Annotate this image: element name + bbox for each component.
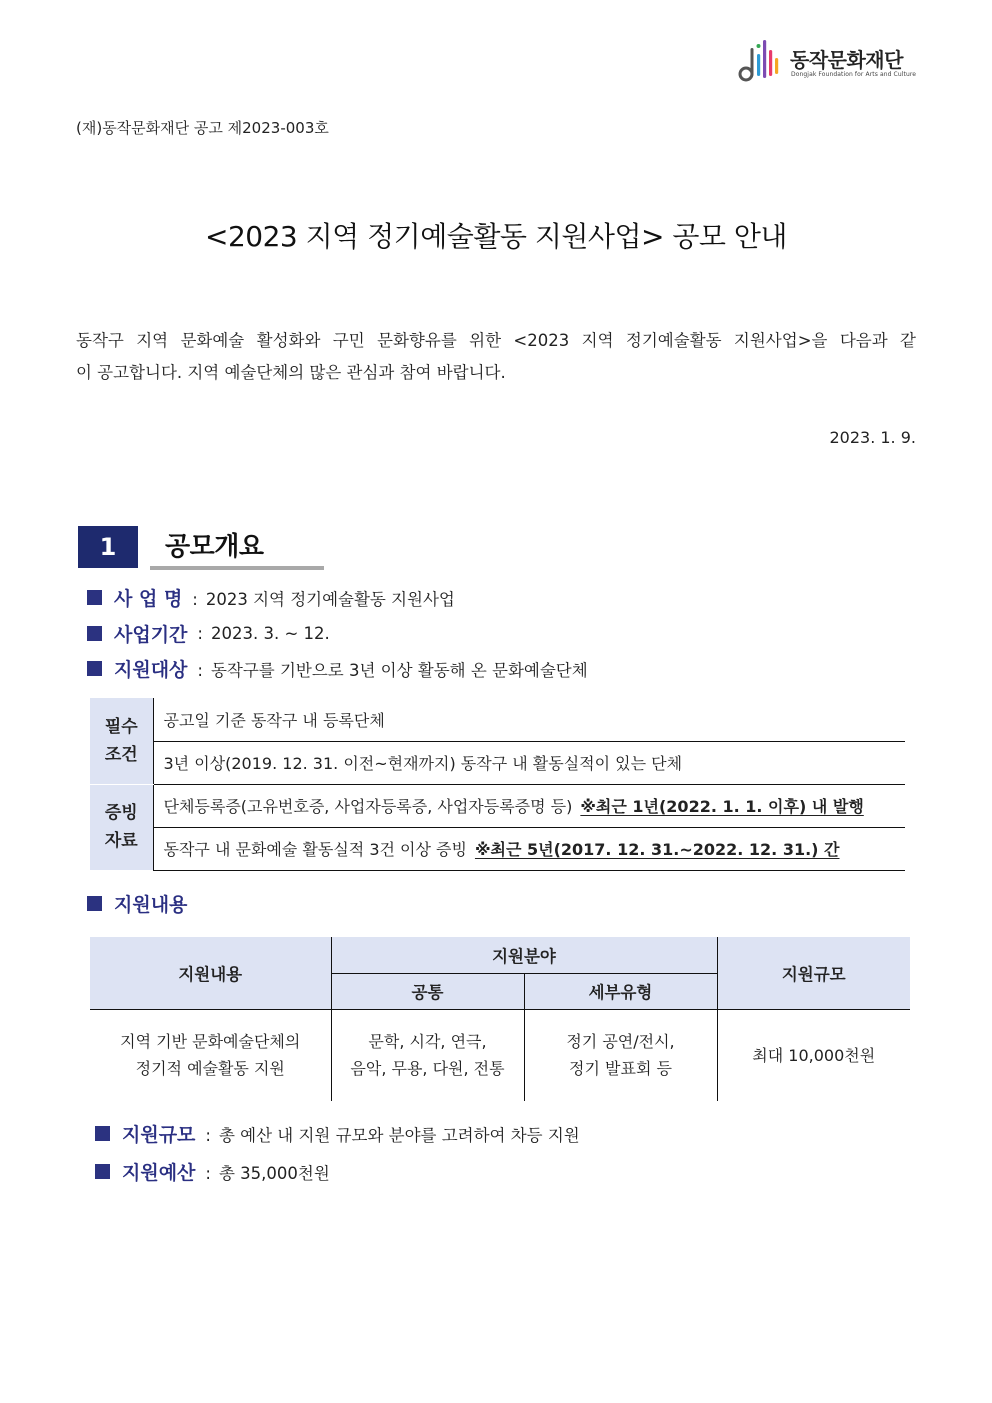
requirements-table-wrapper [90, 698, 905, 871]
cell-scale: 최대 10,000천원 [717, 1009, 910, 1101]
item-colon: : [192, 589, 198, 609]
logo-mark-icon [738, 36, 782, 86]
col-header-content: 지원내용 [90, 937, 331, 1009]
intro-line-1: 동작구 지역 문화예술 활성화와 구민 문화향유를 위한 <2023 지역 정기예술활동 지원사업>을 다음과 같 [76, 331, 916, 350]
cell-line: 정기 공연/전시, [566, 1032, 675, 1052]
item-label: 지원내용 [114, 894, 188, 916]
required-condition-cell: 3년 이상(2019. 12. 31. 이전~현재까지) 동작구 내 활동실적이 있는 단체 [153, 741, 905, 784]
overview-item-project-name [87, 584, 455, 611]
square-bullet-icon [87, 590, 102, 605]
logo-name-english: Dongjak Foundation for Arts and Culture [791, 71, 917, 78]
square-bullet-icon [95, 1126, 110, 1141]
support-budget-item [95, 1158, 330, 1185]
proof-note: ※최근 5년(2017. 12. 31.~2022. 12. 31.) 간 [474, 840, 840, 859]
cell-line: 음악, 무용, 다원, 전통 [350, 1059, 505, 1079]
proof-documents-header [90, 784, 153, 870]
overview-item-eligibility [87, 655, 588, 682]
support-table-wrapper [90, 937, 910, 1101]
item-value: 총 35,000천원 [218, 1163, 330, 1183]
cell-line: 지역 기반 문화예술단체의 [120, 1032, 301, 1052]
support-content-heading [87, 890, 187, 917]
support-table [90, 937, 910, 1101]
requirements-table [90, 698, 905, 871]
required-conditions-header [90, 698, 153, 784]
item-label: 지원예산 [122, 1162, 196, 1184]
foundation-logo [738, 36, 918, 86]
header-line: 증빙 [104, 803, 138, 824]
table-row [90, 741, 905, 784]
document-title: <2023 지역 정기예술활동 지원사업> 공모 안내 [205, 220, 787, 253]
square-bullet-icon [87, 661, 102, 676]
item-label: 사업기간 [114, 624, 188, 646]
col-header-field: 지원분야 [331, 937, 717, 973]
square-bullet-icon [95, 1164, 110, 1179]
header-line: 자료 [104, 831, 138, 852]
notice-number: (재)동작문화재단 공고 제2023-003호 [76, 119, 329, 137]
cell-subtype [524, 1009, 717, 1101]
item-label: 지원규모 [122, 1124, 196, 1146]
table-row [90, 698, 905, 741]
header-line: 필수 [104, 716, 138, 737]
item-colon: : [197, 660, 203, 680]
table-header-row [90, 937, 910, 973]
cell-line: 문학, 시각, 연극, [368, 1032, 487, 1052]
item-value: 동작구를 기반으로 3년 이상 활동해 온 문화예술단체 [210, 660, 588, 680]
intro-paragraph [76, 325, 916, 389]
required-condition-cell: 공고일 기준 동작구 내 등록단체 [153, 698, 905, 741]
cell-line: 정기 발표회 등 [569, 1059, 672, 1079]
table-row [90, 827, 905, 870]
col-header-subtype: 세부유형 [524, 973, 717, 1009]
section-number-badge: 1 [78, 526, 138, 568]
header-line: 조건 [104, 744, 138, 765]
item-value: 2023 지역 정기예술활동 지원사업 [205, 589, 455, 609]
section-title-underline [150, 566, 324, 570]
cell-common [331, 1009, 524, 1101]
overview-item-project-period [87, 620, 330, 647]
proof-text: 동작구 내 문화예술 활동실적 3건 이상 증빙 [163, 840, 467, 859]
col-header-common: 공통 [331, 973, 524, 1009]
item-label: 지원대상 [114, 659, 188, 681]
intro-line-2: 이 공고합니다. 지역 예술단체의 많은 관심과 참여 바랍니다. [76, 363, 506, 382]
table-row [90, 1009, 910, 1101]
cell-content [90, 1009, 331, 1101]
logo-name-korean: 동작문화재단 [790, 48, 903, 72]
item-value: 총 예산 내 지원 규모와 분야를 고려하여 차등 지원 [218, 1125, 580, 1145]
proof-document-cell [153, 827, 905, 870]
item-value: 2023. 3. ~ 12. [210, 624, 330, 643]
section-title: 공모개요 [165, 532, 264, 562]
item-colon: : [205, 1125, 211, 1145]
item-colon: : [197, 624, 203, 643]
proof-document-cell [153, 784, 905, 827]
proof-note: ※최근 1년(2022. 1. 1. 이후) 내 발행 [580, 797, 864, 816]
proof-text: 단체등록증(고유번호증, 사업자등록증, 사업자등록증명 등) [163, 797, 573, 816]
square-bullet-icon [87, 896, 102, 911]
support-scale-item [95, 1120, 580, 1147]
col-header-scale: 지원규모 [717, 937, 910, 1009]
item-colon: : [205, 1163, 211, 1183]
square-bullet-icon [87, 626, 102, 641]
notice-date: 2023. 1. 9. [829, 428, 916, 447]
table-row [90, 784, 905, 827]
cell-line: 정기적 예술활동 지원 [135, 1059, 285, 1079]
item-label: 사 업 명 [114, 588, 183, 610]
